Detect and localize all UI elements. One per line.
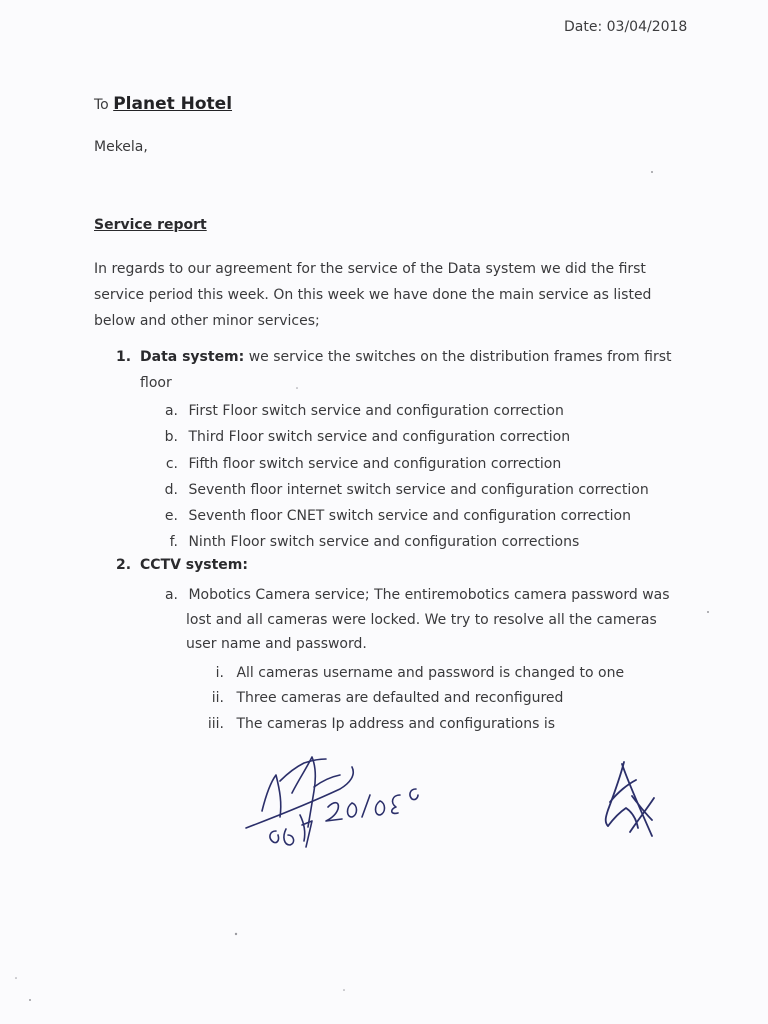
item-number: 1.: [116, 349, 132, 365]
list-item-text: Mobotics Camera service; The entiremobotics camera password was: [188, 587, 670, 603]
list-item-continuation: lost and all cameras were locked. We try to resolve all the cameras: [186, 612, 657, 628]
list-marker: f.: [169, 534, 178, 550]
list-item-text: Third Floor switch service and configuration correction: [188, 429, 571, 445]
list-marker: iii.: [207, 716, 224, 732]
list-marker: b.: [164, 429, 178, 445]
item-text: we service the switches on the distribution frames from first: [244, 349, 672, 365]
intro-line: below and other minor services;: [94, 313, 320, 329]
list-item-text: Fifth floor switch service and configuration correction: [188, 456, 562, 472]
salutation: Mekela,: [94, 139, 148, 155]
report-heading: Service report: [94, 217, 207, 233]
list-marker: ii.: [211, 690, 224, 706]
list-marker: d.: [164, 482, 178, 498]
intro-line: service period this week. On this week we have done the main service as listed: [94, 287, 652, 303]
to-prefix: To: [94, 97, 109, 113]
intro-line: In regards to our agreement for the service of the Data system we did the first: [94, 261, 646, 277]
list-marker: e.: [164, 508, 178, 524]
item-title: CCTV system:: [140, 557, 248, 573]
list-marker: a.: [164, 403, 178, 419]
list-marker: i.: [215, 665, 224, 681]
list-item-text: All cameras username and password is changed to one: [236, 665, 625, 681]
list-item-text: Seventh floor internet switch service and configuration correction: [188, 482, 649, 498]
list-marker: c.: [165, 456, 178, 472]
item-title: Data system:: [140, 349, 245, 365]
list-item-text: Three cameras are defaulted and reconfigured: [236, 690, 564, 706]
list-item-text: The cameras Ip address and configurations is: [236, 716, 556, 732]
list-item-text: Ninth Floor switch service and configuration corrections: [188, 534, 580, 550]
letter-date: Date: 03/04/2018: [564, 19, 688, 35]
recipient-name: Planet Hotel: [113, 94, 233, 114]
list-marker: a.: [164, 587, 178, 603]
list-item-continuation: user name and password.: [186, 636, 367, 652]
list-item-text: Seventh floor CNET switch service and configuration correction: [188, 508, 631, 524]
item-number: 2.: [116, 557, 132, 573]
list-item-text: First Floor switch service and configuration correction: [188, 403, 564, 419]
item-continuation: floor: [140, 375, 172, 391]
